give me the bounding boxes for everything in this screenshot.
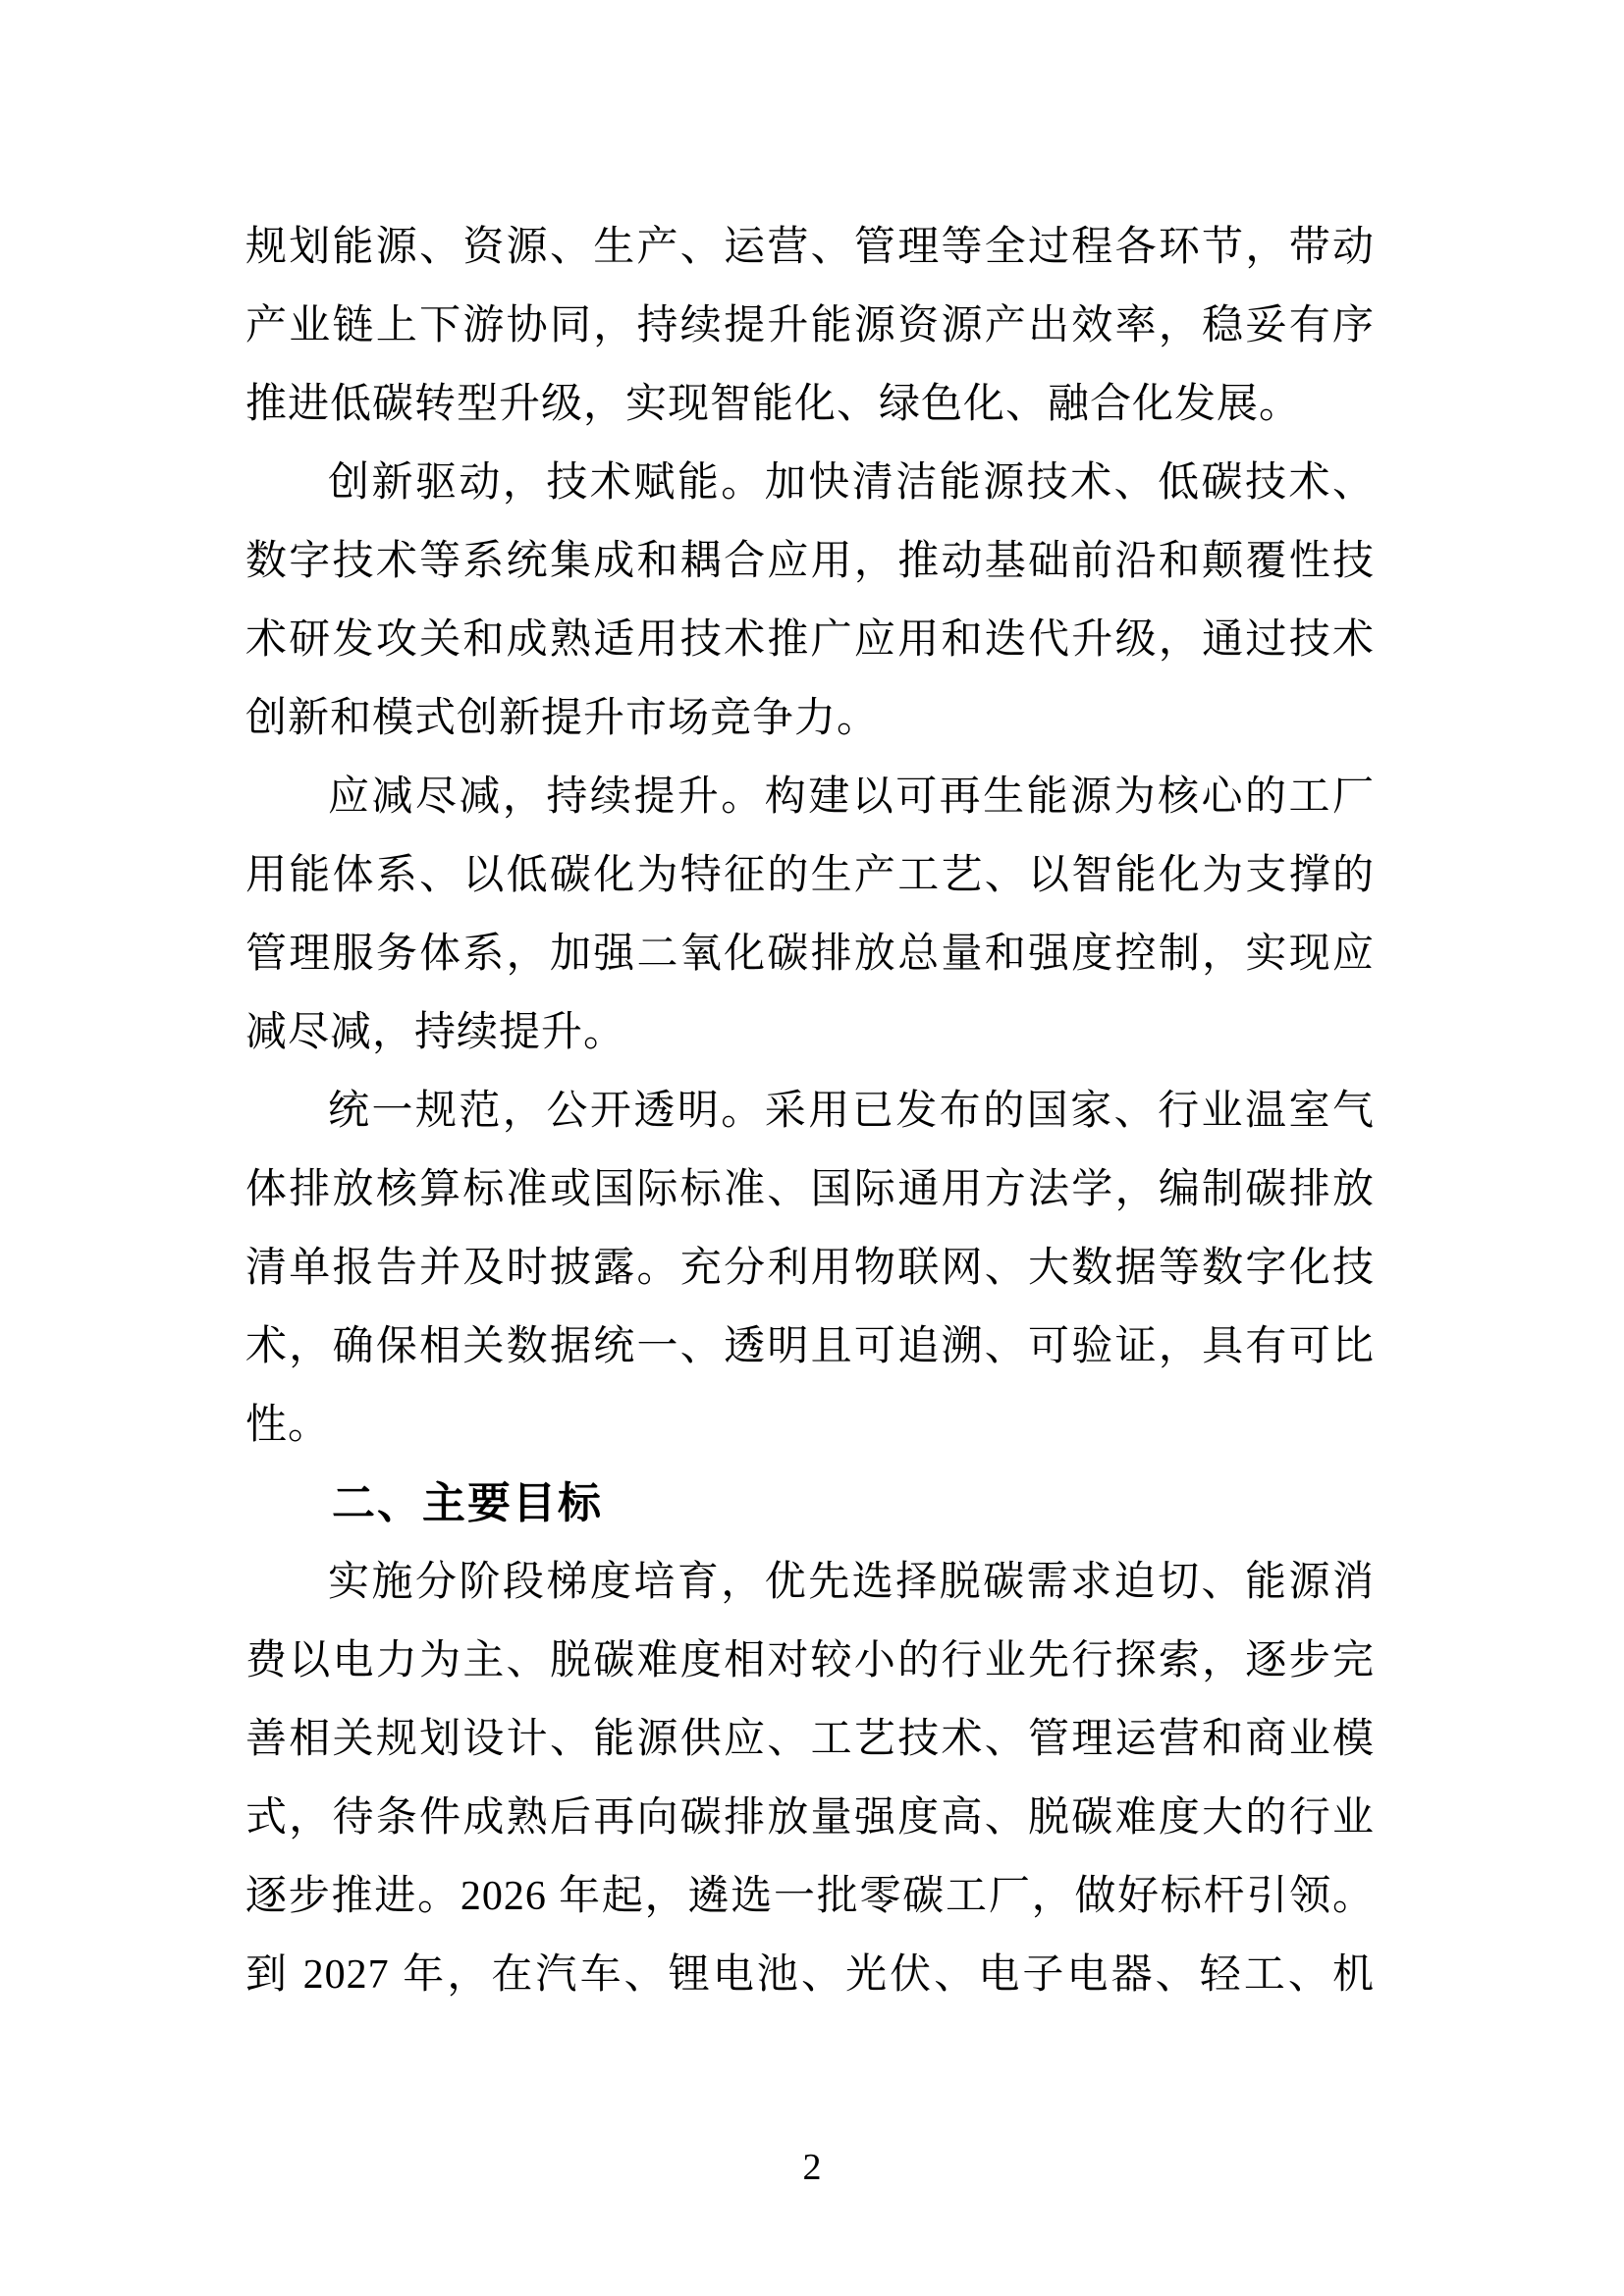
text-line: 推进低碳转型升级，实现智能化、绿色化、融合化发展。 xyxy=(245,382,1302,427)
text-line: 到 2027 年，在汽车、锂电池、光伏、电子电器、轻工、机 xyxy=(245,1952,1375,1998)
text-line: 减尽减，持续提升。 xyxy=(245,1010,626,1055)
paragraph xyxy=(245,208,1375,444)
text-line: 数字技术等系统集成和耦合应用，推动基础前沿和颠覆性技 xyxy=(245,539,1375,584)
text-line: 体排放核算标准或国际标准、国际通用方法学，编制碳排放 xyxy=(245,1167,1375,1212)
text-line: 产业链上下游协同，持续提升能源资源产出效率，稳妥有序 xyxy=(245,303,1375,348)
text-line: 术，确保相关数据统一、透明且可追溯、可验证，具有可比 xyxy=(245,1324,1375,1369)
page-number: 2 xyxy=(802,2147,822,2188)
paragraph xyxy=(245,444,1375,758)
text-line: 创新驱动，技术赋能。加快清洁能源技术、低碳技术、 xyxy=(328,460,1375,506)
paragraph xyxy=(245,1072,1375,1465)
text-line: 费以电力为主、脱碳难度相对较小的行业先行探索，逐步完 xyxy=(245,1638,1375,1683)
text-line: 统一规范，公开透明。采用已发布的国家、行业温室气 xyxy=(328,1089,1375,1134)
text-line: 用能体系、以低碳化为特征的生产工艺、以智能化为支撑的 xyxy=(245,853,1375,898)
paragraph xyxy=(245,1543,1375,2014)
text-line: 式，待条件成熟后再向碳排放量强度高、脱碳难度大的行业 xyxy=(245,1795,1375,1841)
text-line: 术研发攻关和成熟适用技术推广应用和迭代升级，通过技术 xyxy=(245,617,1375,663)
text-line: 规划能源、资源、生产、运营、管理等全过程各环节，带动 xyxy=(245,225,1375,270)
text-line: 创新和模式创新提升市场竞争力。 xyxy=(245,696,880,741)
paragraph xyxy=(245,758,1375,1072)
section-heading: 二、主要目标 xyxy=(332,1479,603,1527)
text-line: 逐步推进。2026 年起，遴选一批零碳工厂，做好标杆引领。 xyxy=(245,1874,1375,1919)
text-line: 应减尽减，持续提升。构建以可再生能源为核心的工厂 xyxy=(328,774,1375,820)
text-line: 善相关规划设计、能源供应、工艺技术、管理运营和商业模 xyxy=(245,1717,1375,1762)
text-line: 清单报告并及时披露。充分利用物联网、大数据等数字化技 xyxy=(245,1246,1375,1291)
text-line: 管理服务体系，加强二氧化碳排放总量和强度控制，实现应 xyxy=(245,932,1375,977)
document-content xyxy=(245,208,1375,2014)
text-line: 性。 xyxy=(245,1403,331,1448)
text-line: 实施分阶段梯度培育，优先选择脱碳需求迫切、能源消 xyxy=(328,1560,1375,1605)
